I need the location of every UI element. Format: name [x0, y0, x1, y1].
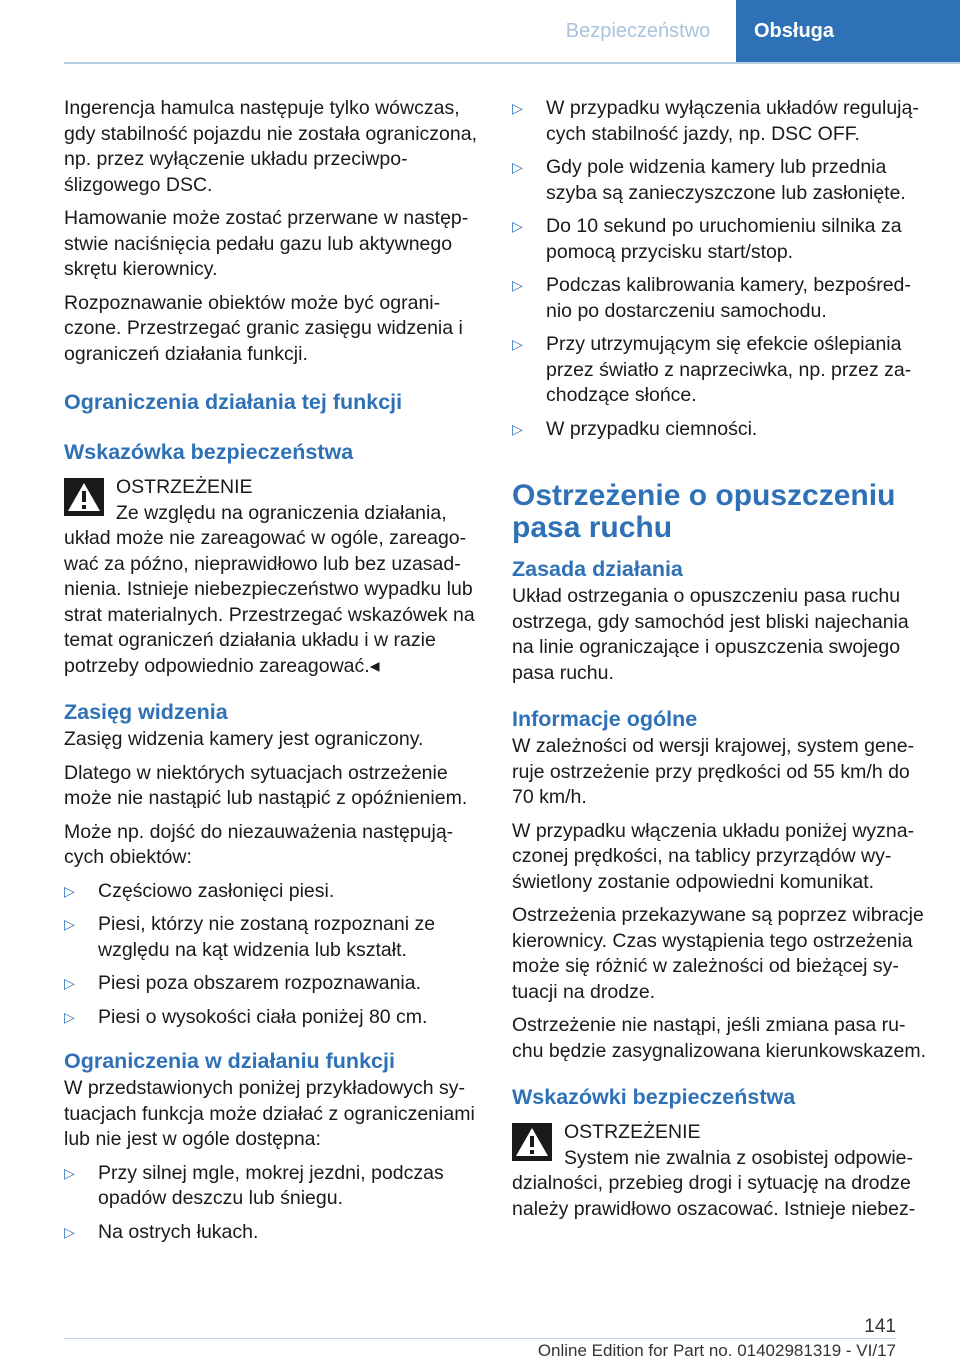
triangle-bullet-icon: ▷ — [512, 420, 523, 437]
triangle-bullet-icon: ▷ — [64, 1008, 75, 1025]
paragraph: Ostrzeżenie nie nastąpi, jeśli zmiana pasa ruchu będzie zasygnalizowana kierunkowskazem. — [512, 1014, 927, 1062]
header-chapter-tab: Obsługa — [736, 0, 960, 62]
paragraph: Układ ostrzegania o opuszczeniu pasa ruchu ostrzega, gdy samochód jest bliski najechania na linie ograniczające i opuszczenia swojego pasa ruchu. — [512, 585, 909, 684]
heading-range: Zasięg widzenia — [64, 700, 228, 724]
warning-text: Ze względu na ograniczenia działania, układ może nie zareagować w ogóle, zareagować za późno, nieprawidłowo lub bez uzasadnienia. Istnieje niebezpieczeństwo wypadku lub strat materialnych. Przestrzegać wskazówek na temat ograniczeń działania układu i w razie potrzeby odpowiednio zareagować.◂ — [64, 501, 475, 677]
list-item: ▷ Na ostrych łukach. — [64, 1220, 479, 1246]
warning-triangle-icon — [512, 1123, 552, 1161]
right-column — [512, 96, 928, 1222]
footer-edition: Online Edition for Part no. 01402981319 - VI/17 — [537, 1341, 896, 1360]
heading-function-restrictions: Ograniczenia w działaniu funkcji — [64, 1049, 395, 1073]
list-item: ▷ Piesi, którzy nie zostaną rozpoznani ze względu na kąt widzenia lub kształt. — [64, 913, 436, 961]
warning-title: OSTRZEŻENIE — [116, 476, 253, 498]
warning-text: System nie zwalnia z osobistej odpowiedzialności, przebieg drogi i sytuację na drodze należy prawidłowo oszacować. Istnieje niebez- — [512, 1146, 916, 1220]
section-title: Ostrzeżenie o opuszczeniu pasa ruchu — [512, 479, 896, 544]
heading-principle: Zasada działania — [512, 557, 683, 581]
heading-function-limits: Ograniczenia działania tej funkcji — [64, 390, 403, 414]
triangle-bullet-icon: ▷ — [64, 1223, 75, 1240]
triangle-bullet-icon: ▷ — [512, 218, 523, 234]
list-item: ▷ Przy utrzymującym się efekcie oślepiania przez światło z naprzeciwka, np. przez zachodzące słońce. — [512, 333, 912, 406]
list-item: ▷ Częściowo zasłonięci piesi. — [64, 879, 479, 905]
heading-safety-note: Wskazówka bezpieczeństwa — [64, 440, 354, 464]
warning-block — [64, 475, 479, 679]
restrictions-list — [64, 1161, 479, 1246]
warning-block — [512, 1120, 928, 1222]
list-item: ▷ W przypadku ciemności. — [512, 417, 928, 443]
triangle-bullet-icon: ▷ — [512, 277, 523, 293]
paragraph: Rozpoznawanie obiektów może być ograniczone. Przestrzegać granic zasięgu widzenia i ograniczeń działania funkcji. — [64, 291, 463, 365]
page-number: 141 — [864, 1316, 896, 1337]
list-item: ▷ Przy silnej mgle, mokrej jezdni, podczas opadów deszczu lub śniegu. — [64, 1161, 444, 1209]
paragraph: Dlatego w niektórych sytuacjach ostrzeżenie może nie nastąpić lub nastąpić z opóźnieniem. — [64, 761, 468, 809]
paragraph: Hamowanie może zostać przerwane w następstwie naciśnięcia pedału gazu lub aktywnego skrętu kierownicy. — [64, 207, 469, 280]
heading-safety-notes: Wskazówki bezpieczeństwa — [512, 1085, 796, 1109]
paragraph: W przedstawionych poniżej przykładowych sytuacjach funkcja może działać z ograniczeniami lub nie jest w ogóle dostępna: — [64, 1077, 475, 1150]
paragraph: Zasięg widzenia kamery jest ograniczony. — [64, 728, 424, 750]
paragraph: Ostrzeżenia przekazywane są poprzez wibracje kierownicy. Czas wystąpienia tego ostrzeżenia może się różnić w zależności od bieżącej sytuacji na drodze. — [512, 904, 924, 1003]
triangle-bullet-icon: ▷ — [64, 1164, 75, 1181]
list-item: ▷ Gdy pole widzenia kamery lub przednia szyba są zanieczyszczone lub zasłonięte. — [512, 156, 906, 204]
left-column — [64, 96, 479, 1253]
triangle-bullet-icon: ▷ — [64, 916, 75, 932]
paragraph: Może np. dojść do niezauważenia następujących obiektów: — [64, 820, 454, 868]
list-item: ▷ Piesi o wysokości ciała poniżej 80 cm. — [64, 1005, 479, 1031]
triangle-bullet-icon: ▷ — [512, 159, 523, 175]
restrictions-list-continued — [512, 96, 928, 442]
triangle-bullet-icon: ▷ — [512, 100, 523, 116]
footer-rule — [64, 1338, 896, 1339]
warning-title: OSTRZEŻENIE — [564, 1121, 701, 1143]
page-header — [0, 0, 960, 62]
paragraph: Ingerencja hamulca następuje tylko wówczas, gdy stabilność pojazdu nie została ograniczona, np. przez wyłączenie układu przeciwpoślizgowego DSC. — [64, 97, 478, 196]
list-item: ▷ Piesi poza obszarem rozpoznawania. — [64, 971, 479, 997]
heading-general-info: Informacje ogólne — [512, 707, 698, 731]
triangle-bullet-icon: ▷ — [64, 882, 75, 899]
range-list — [64, 879, 479, 1031]
paragraph: W przypadku włączenia układu poniżej wyznaczonej prędkości, na tablicy przyrządów wyświetlony zostanie odpowiedni komunikat. — [512, 819, 915, 893]
list-item: ▷ Do 10 sekund po uruchomieniu silnika za pomocą przycisku start/stop. — [512, 215, 902, 263]
warning-triangle-icon — [64, 478, 104, 516]
triangle-bullet-icon: ▷ — [512, 336, 523, 352]
list-item: ▷ W przypadku wyłączenia układów regulujących stabilność jazdy, np. DSC OFF. — [512, 97, 919, 145]
triangle-bullet-icon: ▷ — [64, 975, 75, 991]
header-section-label: Bezpieczeństwo — [565, 20, 711, 42]
list-item: ▷ Podczas kalibrowania kamery, bezpośrednio po dostarczeniu samochodu. — [512, 274, 911, 322]
paragraph: W zależności od wersji krajowej, system generuje ostrzeżenie przy prędkości od 55 km/h do 70 km/h. — [512, 735, 915, 808]
header-rule — [64, 62, 960, 64]
